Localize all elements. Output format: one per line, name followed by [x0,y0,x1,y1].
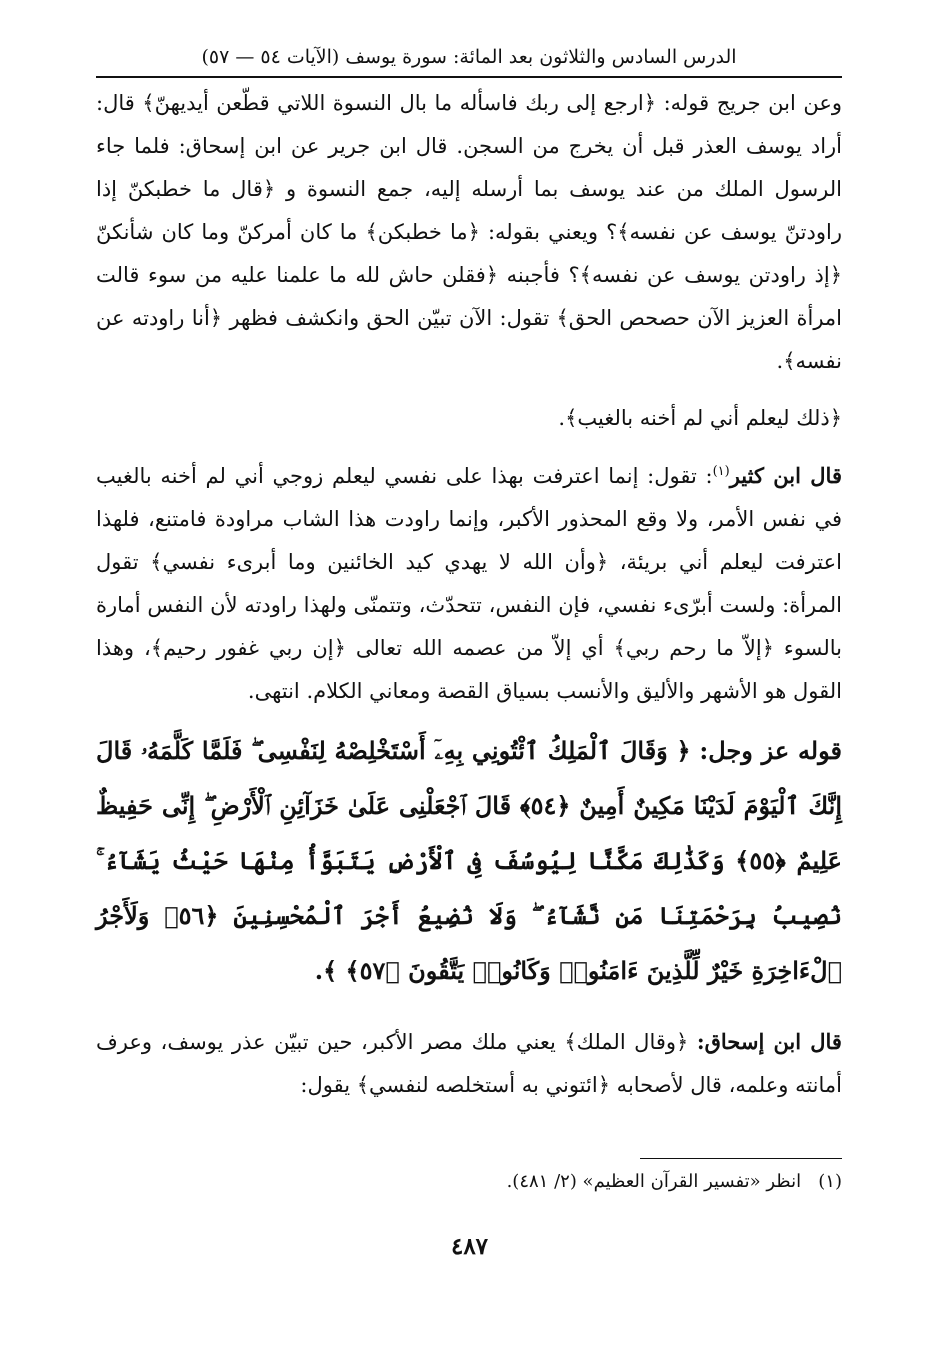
paragraph-ibn-jurayj: وعن ابن جريج قوله: ﴿ارجع إلى ربك فاسأله ما بال النسوة اللاتي قطّعن أيديهنّ﴾ قال: أراد يوسف العذر قبل أن يخرج من السجن. قال ابن جرير عن ابن إسحاق: فلما جاء الرسول الملك من عند يوسف بما أرسله إليه، جمع النسوة و ﴿قال ما خطبكنّ إذا راودتنّ يوسف عن نفسه﴾؟ ويعني بقوله: ﴿ما خطبكن﴾ ما كان أمركنّ وما كان شأنكنّ ﴿إذ راودتن يوسف عن نفسه﴾؟ فأجبنه ﴿فقلن حاش لله ما علمنا عليه من سوء قالت امرأة العزيز الآن حصحص الحق﴾ تقول: الآن تبيّن الحق وانكشف فظهر ﴿أنا راودته عن نفسه﴾. [96,91,842,373]
paragraph-text: : تقول: إنما اعترفت بهذا على نفسي ليعلم زوجي أني لم أخنه بالغيب في نفس الأمر، ولا وقع المحذور الأكبر، وإنما راودت هذا الشاب مراودة فامتنع، فلهذا اعترفت ليعلم أني بريئة، ﴿وأن الله لا يهدي كيد الخائنين وما أبرىء نفسي﴾ تقول المرأة: ولست أبرّىء نفسي، فإن النفس، تتحدّث، وتتمنّى ولهذا راودته لأن النفس أمارة بالسوء ﴿إلاّ ما رحم ربي﴾ أي إلاّ من عصمه الله تعالى ﴿إن ربي غفور رحيم﴾، وهذا القول هو الأشهر والأليق والأنسب بسياق القصة ومعاني الكلام. انتهى. [96,464,843,703]
paragraph-ibn-kathir [96,454,842,713]
running-header [96,42,842,72]
paragraph-verse-quote: ﴿ذلك ليعلم أني لم أخنه بالغيب﴾. [558,406,842,430]
paragraph-ibn-ishaq [96,1020,842,1107]
footnote [96,1167,842,1197]
quran-lead: قوله عز وجل: [699,736,842,765]
paragraph-text: ﴿وقال الملك﴾ يعني ملك مصر الأكبر، حين تبيّن عذر يوسف، وعرف أمانته وعلمه، قال لأصحابه ﴿ائتوني به أستخلصه لنفسي﴾ يقول: [96,1030,842,1097]
footnote-marker: (١) [818,1171,842,1192]
paragraph-lead: قال ابن إسحاق: [696,1029,842,1054]
page-body [96,82,842,1107]
footnote-divider [640,1158,842,1159]
quran-passage [96,723,842,998]
paragraph-lead: قال ابن كثير [729,463,842,488]
page-number: ٤٨٧ [450,1233,489,1260]
running-title: الدرس السادس والثلاثون بعد المائة: سورة يوسف (الآيات ٥٤ — ٥٧) [201,46,737,68]
footnote-text: انظر «تفسير القرآن العظيم» (٢/ ٤٨١). [506,1171,802,1192]
header-divider [96,76,842,78]
quran-verses: ﴿ وَقَالَ ٱلْمَلِكُ ٱئْتُونِي بِهِۦٓ أَسْتَخْلِصْهُ لِنَفْسِى ۖ فَلَمَّا كَلَّمَهُۥ قَالَ إِنَّكَ ٱلْيَوْمَ لَدَيْنَا مَكِينٌ أَمِينٌ ﴿٥٤﴾ قَالَ ٱجْعَلْنِى عَلَىٰ خَزَآئِنِ ٱلْأَرْضِ ۖ إِنِّى حَفِيظٌ عَلِيمٌ ﴿٥٥﴾ وَكَذَٰلِكَ مَكَّنَّا لِيُوسُفَ فِى ٱلْأَرْضِ يَتَبَوَّأُ مِنْهَا حَيْثُ يَشَآءُ ۚ نُصِيبُ بِرَحْمَتِنَا مَن نَّشَآءُ ۖ وَلَا نُضِيعُ أَجْرَ ٱلْمُحْسِنِينَ ﴿٥٦﴾ وَلَأَجْرُ ٱلْءَاخِرَةِ خَيْرٌ لِّلَّذِينَ ءَامَنُوا۟ وَكَانُوا۟ يَتَّقُونَ ﴿٥٧﴾ ﴾. [96,736,842,985]
footnote-reference[interactable]: (١) [712,464,730,479]
